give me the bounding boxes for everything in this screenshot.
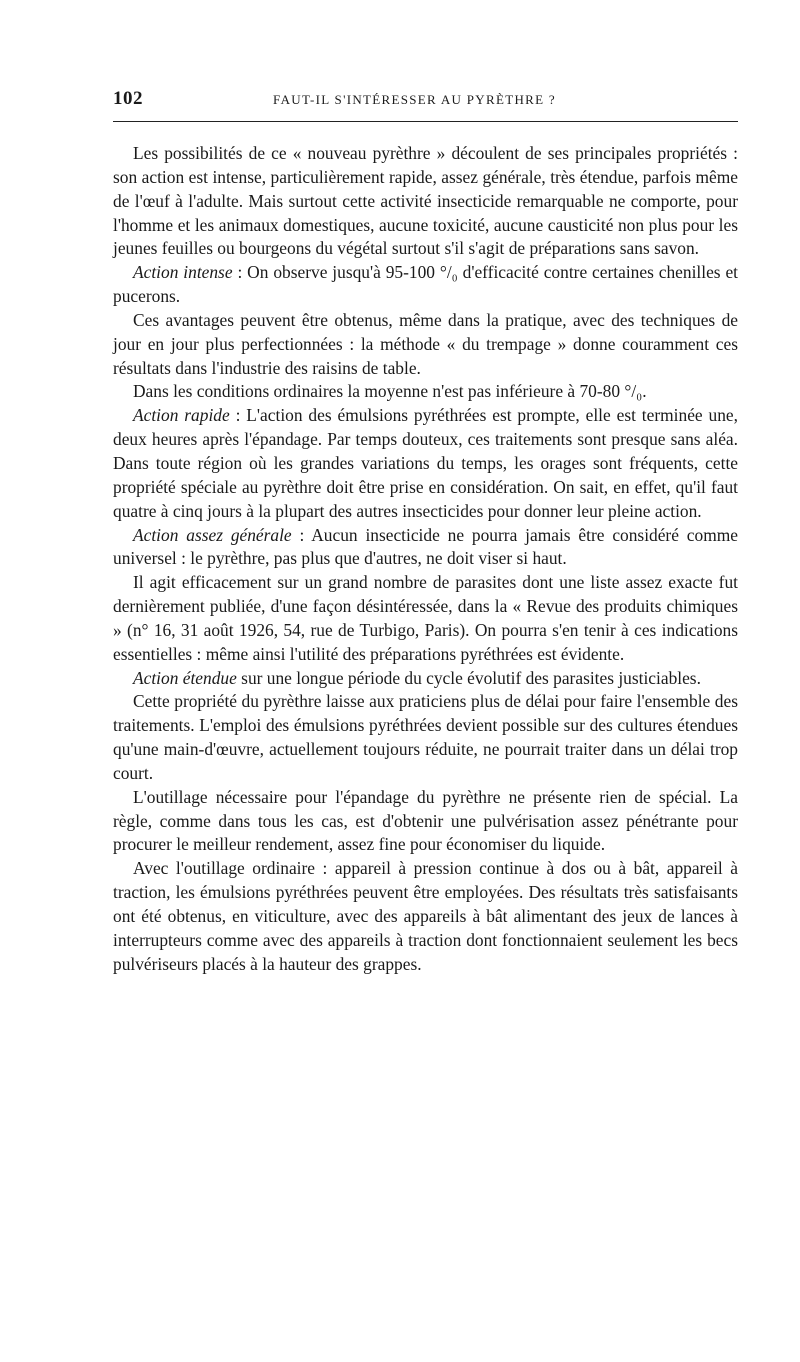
paragraph: L'outillage nécessaire pour l'épandage du pyrèthre ne présente rien de spécial. La règle, comme dans tous les cas, est d'obtenir une pulvérisation assez pénétrante pour procurer le meilleur rendement, assez fine pour économiser du liquide.	[113, 786, 738, 855]
page-number: 102	[113, 88, 143, 109]
paragraph-lead: Action rapide	[133, 405, 230, 426]
paragraph: Dans les conditions ordinaires la moyenne n'est pas inférieure à 70-80 °/₀.	[133, 381, 647, 402]
paragraph: Action rapide : L'action des émulsions pyréthrées est prompte, elle est terminée une, deux heures après l'épandage. Par temps douteux, ces traitements sont presque sans aléa. Dans toute région où les grandes variations du temps, les orages sont fréquents, cette propriété spéciale au pyrèthre doit être prise en considération. On sait, en effet, qu'il faut quatre à cinq jours à la plupart des autres insecticides pour donner leur pleine action.	[113, 405, 738, 521]
paragraph-lead: Action assez générale	[133, 524, 292, 545]
body-text	[113, 142, 738, 977]
paragraph: Cette propriété du pyrèthre laisse aux praticiens plus de délai pour faire l'ensemble des traitements. L'emploi des émulsions pyréthrées devient possible sur des cultures étendues qu'une main-d'œuvre, actuellement toujours réduite, ne pourrait traiter dans un délai trop court.	[113, 691, 738, 783]
paragraph: Action assez générale : Aucun insecticide ne pourra jamais être considéré comme universel : le pyrèthre, pas plus que d'autres, ne doit viser si haut.	[113, 524, 738, 569]
paragraph: Action intense : On observe jusqu'à 95-100 °/₀ d'efficacité contre certaines chenilles et pucerons.	[113, 262, 739, 307]
paragraph: Ces avantages peuvent être obtenus, même dans la pratique, avec des techniques de jour en jour plus perfectionnées : la méthode « du trempage » donne couramment ces résultats dans l'industrie des raisins de table.	[113, 309, 738, 378]
running-title: FAUT-IL S'INTÉRESSER AU PYRÈTHRE ?	[273, 92, 556, 107]
header-rule	[113, 121, 738, 122]
paragraph: Il agit efficacement sur un grand nombre de parasites dont une liste assez exacte fut dernièrement publiée, d'une façon désintéressée, dans la « Revue des produits chimiques » (n° 16, 31 août 1926, 54, rue de Turbigo, Paris). On pourra s'en tenir à ces indications essentielles : même ainsi l'utilité des préparations pyréthrées est évidente.	[113, 572, 738, 664]
paragraph: Avec l'outillage ordinaire : appareil à pression continue à dos ou à bât, appareil à traction, les émulsions pyréthrées peuvent être employées. Des résultats très satisfaisants ont été obtenus, en viticulture, avec des appareils à bât alimentant des jeux de lances à interrupteurs comme avec des appareils à traction dont fonctionnaient seulement les becs pulvériseurs placés à la hauteur des grappes.	[113, 858, 738, 974]
paragraph-lead: Action étendue	[133, 667, 237, 688]
paragraph: Les possibilités de ce « nouveau pyrèthre » découlent de ses principales propriétés : son action est intense, particulièrement rapide, assez générale, très étendue, parfois même de l'œuf à l'adulte. Mais surtout cette activité insecticide remarquable ne comporte, pour l'homme et les animaux domestiques, aucune toxicité, aucune causticité non plus pour les jeunes feuilles ou bourgeons du végétal surtout s'il s'agit de préparations sans savon.	[113, 143, 738, 259]
paragraph: Action étendue sur une longue période du cycle évolutif des parasites justiciables.	[133, 667, 701, 688]
paragraph-lead: Action intense	[133, 262, 233, 283]
page-header	[113, 88, 738, 114]
